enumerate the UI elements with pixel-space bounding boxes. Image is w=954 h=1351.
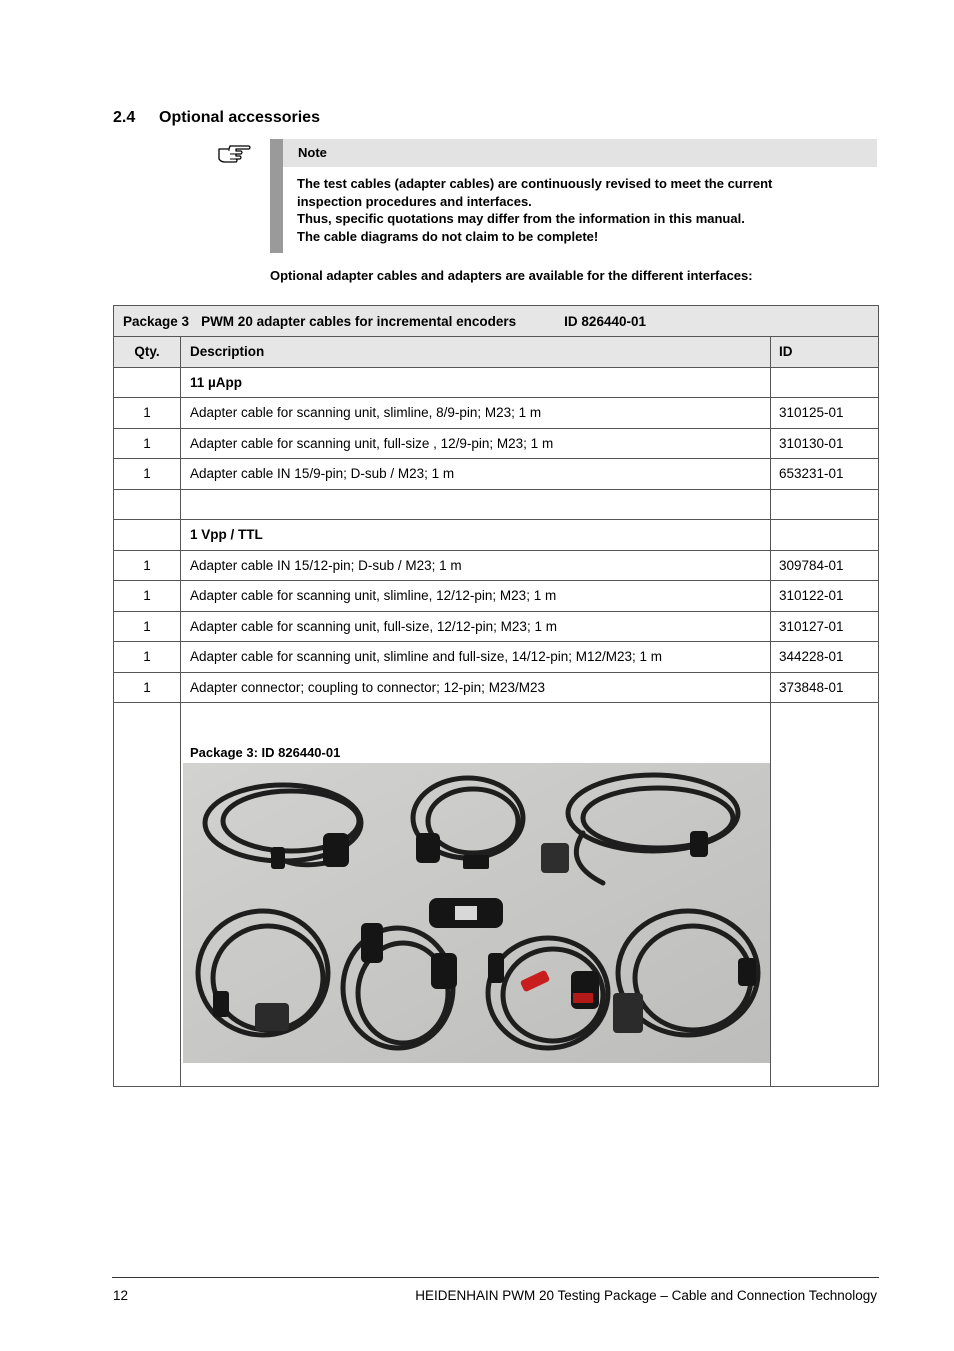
group-row <box>114 520 879 551</box>
row-id: 344228-01 <box>771 642 879 673</box>
note-title: Note <box>283 139 877 167</box>
row-description: Adapter cable for scanning unit, full-size, 12/12-pin; M23; 1 m <box>181 611 771 642</box>
footer-title: HEIDENHAIN PWM 20 Testing Package – Cable and Connection Technology <box>415 1288 877 1303</box>
group-title: 1 Vpp / TTL <box>181 520 771 551</box>
note-body <box>297 175 872 245</box>
package-label: Package 3 <box>123 313 190 329</box>
table-row <box>114 550 879 581</box>
row-description: Adapter cable IN 15/12-pin; D-sub / M23; 1 m <box>181 550 771 581</box>
package-id: ID 826440-01 <box>564 313 646 329</box>
note-line: Thus, specific quotations may differ from the information in this manual. <box>297 211 745 227</box>
table-row <box>114 581 879 612</box>
row-description: Adapter cable for scanning unit, full-size , 12/9-pin; M23; 1 m <box>181 428 771 459</box>
table-row <box>114 611 879 642</box>
accessories-table <box>113 305 879 1087</box>
section-title: Optional accessories <box>159 109 320 126</box>
pointing-hand-icon <box>216 140 252 166</box>
photo-caption: Package 3: ID 826440-01 <box>190 745 341 760</box>
note-line: The test cables (adapter cables) are continuously revised to meet the current <box>297 176 773 191</box>
header-description: Description <box>181 337 771 368</box>
note-line: The cable diagrams do not claim to be complete! <box>297 228 599 244</box>
table-row <box>114 398 879 429</box>
header-id: ID <box>771 337 879 368</box>
section-number: 2.4 <box>113 109 136 126</box>
table-row <box>114 428 879 459</box>
row-description: Adapter connector; coupling to connector; 12-pin; M23/M23 <box>181 672 771 703</box>
cable-photo <box>183 763 770 1063</box>
package-name: PWM 20 adapter cables for incremental encoders <box>201 313 517 329</box>
table-header-row <box>114 337 879 368</box>
package-row <box>114 306 879 337</box>
row-id: 309784-01 <box>771 550 879 581</box>
page-number: 12 <box>113 1288 129 1303</box>
row-description: Adapter cable for scanning unit, slimline, 8/9-pin; M23; 1 m <box>181 398 771 429</box>
row-qty: 1 <box>114 428 181 459</box>
table-row <box>114 672 879 703</box>
row-qty: 1 <box>114 398 181 429</box>
footer-rule <box>112 1277 879 1278</box>
row-qty: 1 <box>114 459 181 490</box>
row-id: 373848-01 <box>771 672 879 703</box>
table-row <box>114 642 879 673</box>
note-line: inspection procedures and interfaces. <box>297 193 532 209</box>
row-qty: 1 <box>114 581 181 612</box>
section-heading <box>113 109 320 127</box>
group-title: 11 µApp <box>181 367 771 398</box>
row-id: 310125-01 <box>771 398 879 429</box>
row-id: 310122-01 <box>771 581 879 612</box>
row-id: 310127-01 <box>771 611 879 642</box>
row-qty: 1 <box>114 642 181 673</box>
row-id: 653231-01 <box>771 459 879 490</box>
cable-photo-drawing <box>183 763 770 1063</box>
table-row <box>114 459 879 490</box>
row-description: Adapter cable IN 15/9-pin; D-sub / M23; 1 m <box>181 459 771 490</box>
intro-text: Optional adapter cables and adapters are available for the different interfaces: <box>270 268 753 283</box>
row-qty: 1 <box>114 550 181 581</box>
row-id: 310130-01 <box>771 428 879 459</box>
row-description: Adapter cable for scanning unit, slimline, 12/12-pin; M23; 1 m <box>181 581 771 612</box>
row-qty: 1 <box>114 672 181 703</box>
note-bar <box>270 139 283 253</box>
row-description: Adapter cable for scanning unit, slimline and full-size, 14/12-pin; M12/M23; 1 m <box>181 642 771 673</box>
group-row <box>114 367 879 398</box>
header-qty: Qty. <box>114 337 181 368</box>
row-qty: 1 <box>114 611 181 642</box>
photo-row <box>114 703 879 1087</box>
empty-row <box>114 489 879 520</box>
